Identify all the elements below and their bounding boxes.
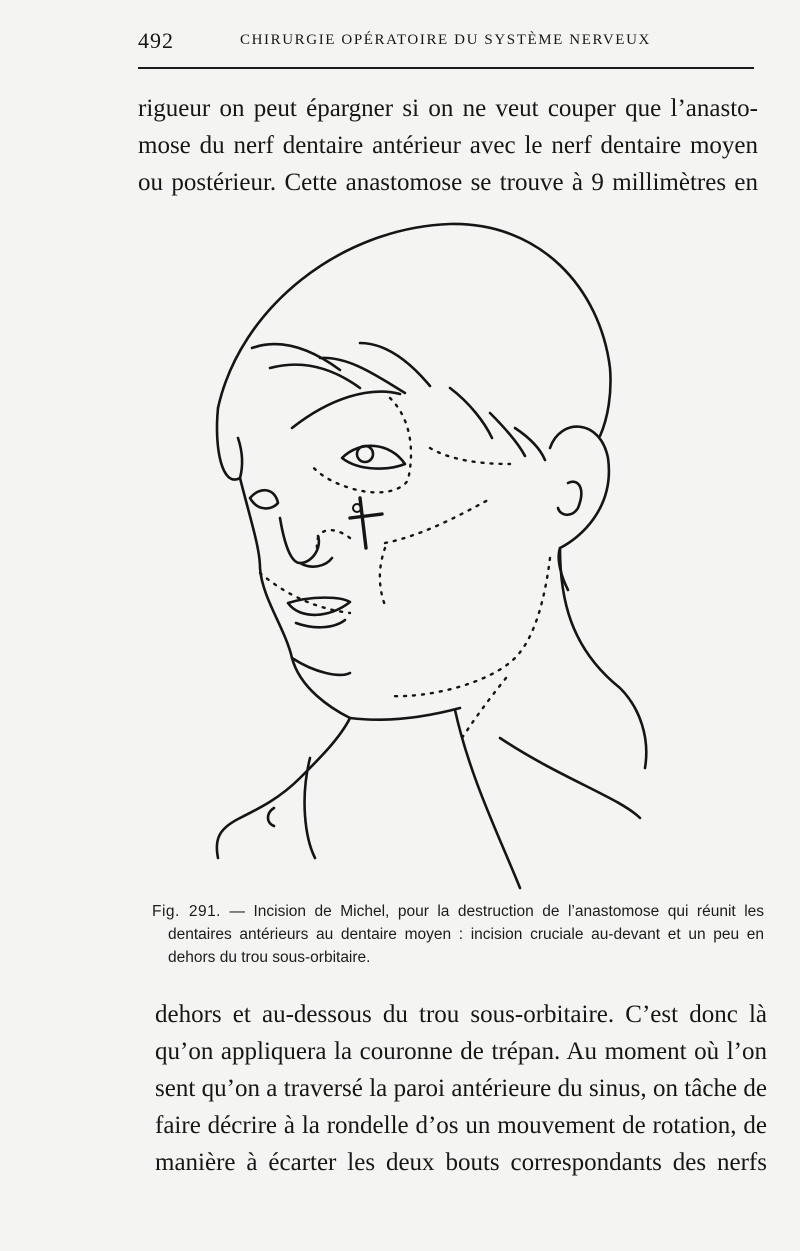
figure-illustration [200, 218, 660, 898]
body-text-top [138, 90, 758, 201]
text-line: mose du nerf dentaire antérieur avec le nerf dentaire moyen [138, 132, 758, 159]
text-line: manière à écarter les deux bouts correspondants des nerfs [155, 1149, 767, 1176]
page-number: 492 [138, 28, 174, 53]
text-line: rigueur on peut épargner si on ne veut couper que l’anasto- [138, 95, 758, 122]
shoulder-left [217, 818, 240, 858]
dotted-guides [260, 398, 550, 738]
figure-caption [152, 900, 764, 969]
running-title: CHIRURGIE OPÉRATOIRE DU SYSTÈME NERVEUX [240, 32, 651, 48]
neck-left [240, 718, 350, 818]
text-line: dehors et au-dessous du trou sous-orbitaire. C’est donc là [155, 1001, 767, 1028]
shirt-collar [305, 758, 315, 858]
text-line: ou postérieur. Cette anastomose se trouve à 9 millimètres en [138, 169, 758, 196]
text-line: faire décrire à la rondelle d’os un mouvement de rotation, de [155, 1112, 767, 1139]
caption-label: Fig. 291. [152, 903, 221, 920]
caption-line: dentaires antérieurs au dentaire moyen : incision cruciale au-devant et un peu en [168, 926, 764, 943]
chin [292, 658, 350, 675]
text-line: sent qu’on a traversé la paroi antérieure du sinus, on tâche de [155, 1075, 767, 1102]
nose [280, 518, 319, 563]
eyebrow [292, 392, 400, 428]
caption-line: dehors du trou sous-orbitaire. [168, 949, 371, 966]
left-eye [250, 490, 278, 508]
hair-outline [218, 224, 611, 436]
body-text-bottom [155, 996, 767, 1181]
caption-text: — Incision de Michel, pour la destruction de l’anastomose qui réunit les [229, 903, 765, 920]
incision-cross [350, 498, 382, 548]
caption-line [152, 900, 764, 923]
text-line: qu’on appliquera la couronne de trépan. Au moment où l’on [155, 1038, 767, 1065]
face-incision-drawing [200, 218, 660, 898]
header-rule [138, 67, 754, 69]
hair-left-edge [217, 408, 242, 480]
neck-right [560, 548, 646, 768]
running-head [138, 26, 758, 60]
jaw [350, 708, 460, 720]
